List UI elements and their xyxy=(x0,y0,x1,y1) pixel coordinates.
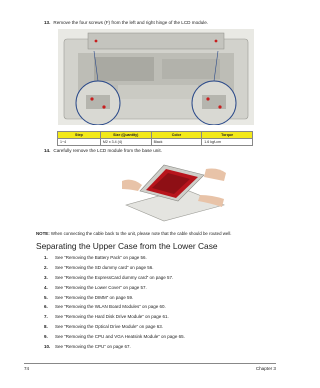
step-text: See “Removing the CPU and VGA Heatsink Module” on page 65. xyxy=(55,334,185,340)
note xyxy=(36,231,232,236)
table-cell: 1~4 xyxy=(58,139,101,146)
footer-divider xyxy=(24,363,276,364)
table-header-row xyxy=(58,132,253,139)
step-text: See “Removing the ExpressCard dummy card” on page 57. xyxy=(55,274,174,280)
step-text: See “Removing the Lower Cover” on page 57. xyxy=(55,284,147,290)
table-row xyxy=(58,139,253,146)
step-number: 8. xyxy=(44,324,48,330)
step-text: Carefully remove the LCD module from the base unit. xyxy=(53,148,162,153)
step-number: 2. xyxy=(44,264,48,270)
step-number: 9. xyxy=(44,334,48,340)
list-item xyxy=(44,265,185,275)
list-item xyxy=(44,314,185,324)
table-header: Color xyxy=(151,132,202,139)
table-header: Step xyxy=(58,132,101,139)
list-item xyxy=(44,275,185,285)
step-text: See “Removing the Battery Pack” on page 56. xyxy=(55,255,147,260)
list-item xyxy=(44,344,185,354)
lcd-hinge-photo xyxy=(58,29,254,125)
page-number: 74 xyxy=(24,366,30,371)
table-cell: Black xyxy=(151,139,202,146)
step-number: 14. xyxy=(44,148,51,153)
step-number: 6. xyxy=(44,304,48,310)
step-text: See “Removing the DIMM” on page 59. xyxy=(55,294,134,300)
table-cell: M2 x 3.4 (4) xyxy=(100,139,151,146)
list-item xyxy=(44,324,185,334)
step-text: See “Removing the Hard Disk Drive Module” on page 61. xyxy=(55,314,169,320)
screw-spec-table xyxy=(57,131,253,146)
step-14 xyxy=(44,148,162,153)
table-header: Size (Quantity) xyxy=(100,132,151,139)
section-title: Separating the Upper Case from the Lower Case xyxy=(36,241,218,251)
step-number: 7. xyxy=(44,314,48,320)
step-number: 4. xyxy=(44,284,48,290)
list-item xyxy=(44,295,185,305)
step-text: See “Removing the Optical Drive Module” on page 63. xyxy=(55,324,164,330)
step-number: 5. xyxy=(44,294,48,300)
step-13 xyxy=(44,20,208,25)
list-item xyxy=(44,334,185,344)
list-item xyxy=(44,304,185,314)
step-text: See “Removing the SD dummy card” on page 56. xyxy=(55,264,154,270)
step-text: See “Removing the WLAN Board Modules” on page 60. xyxy=(55,304,166,310)
step-text: Remove the four screws (F) from the left and right hinge of the LCD module. xyxy=(53,20,209,25)
step-number: 1. xyxy=(44,255,48,260)
list-item xyxy=(44,255,185,265)
step-text: See “Removing the CPU” on page 67. xyxy=(55,344,131,350)
table-header: Torque xyxy=(202,132,253,139)
step-number: 10. xyxy=(44,344,51,350)
step-list xyxy=(44,255,185,354)
list-item xyxy=(44,285,185,295)
note-label: NOTE: xyxy=(36,231,50,236)
chapter-label: Chapter 3 xyxy=(255,366,276,371)
step-number: 13. xyxy=(44,20,51,25)
note-text: When connecting the cable back to the unit, please note that the cable should be routed well. xyxy=(50,231,232,236)
step-number: 3. xyxy=(44,274,48,280)
lcd-removal-photo xyxy=(120,161,228,223)
table-cell: 1.6 kgf-cm xyxy=(202,139,253,146)
